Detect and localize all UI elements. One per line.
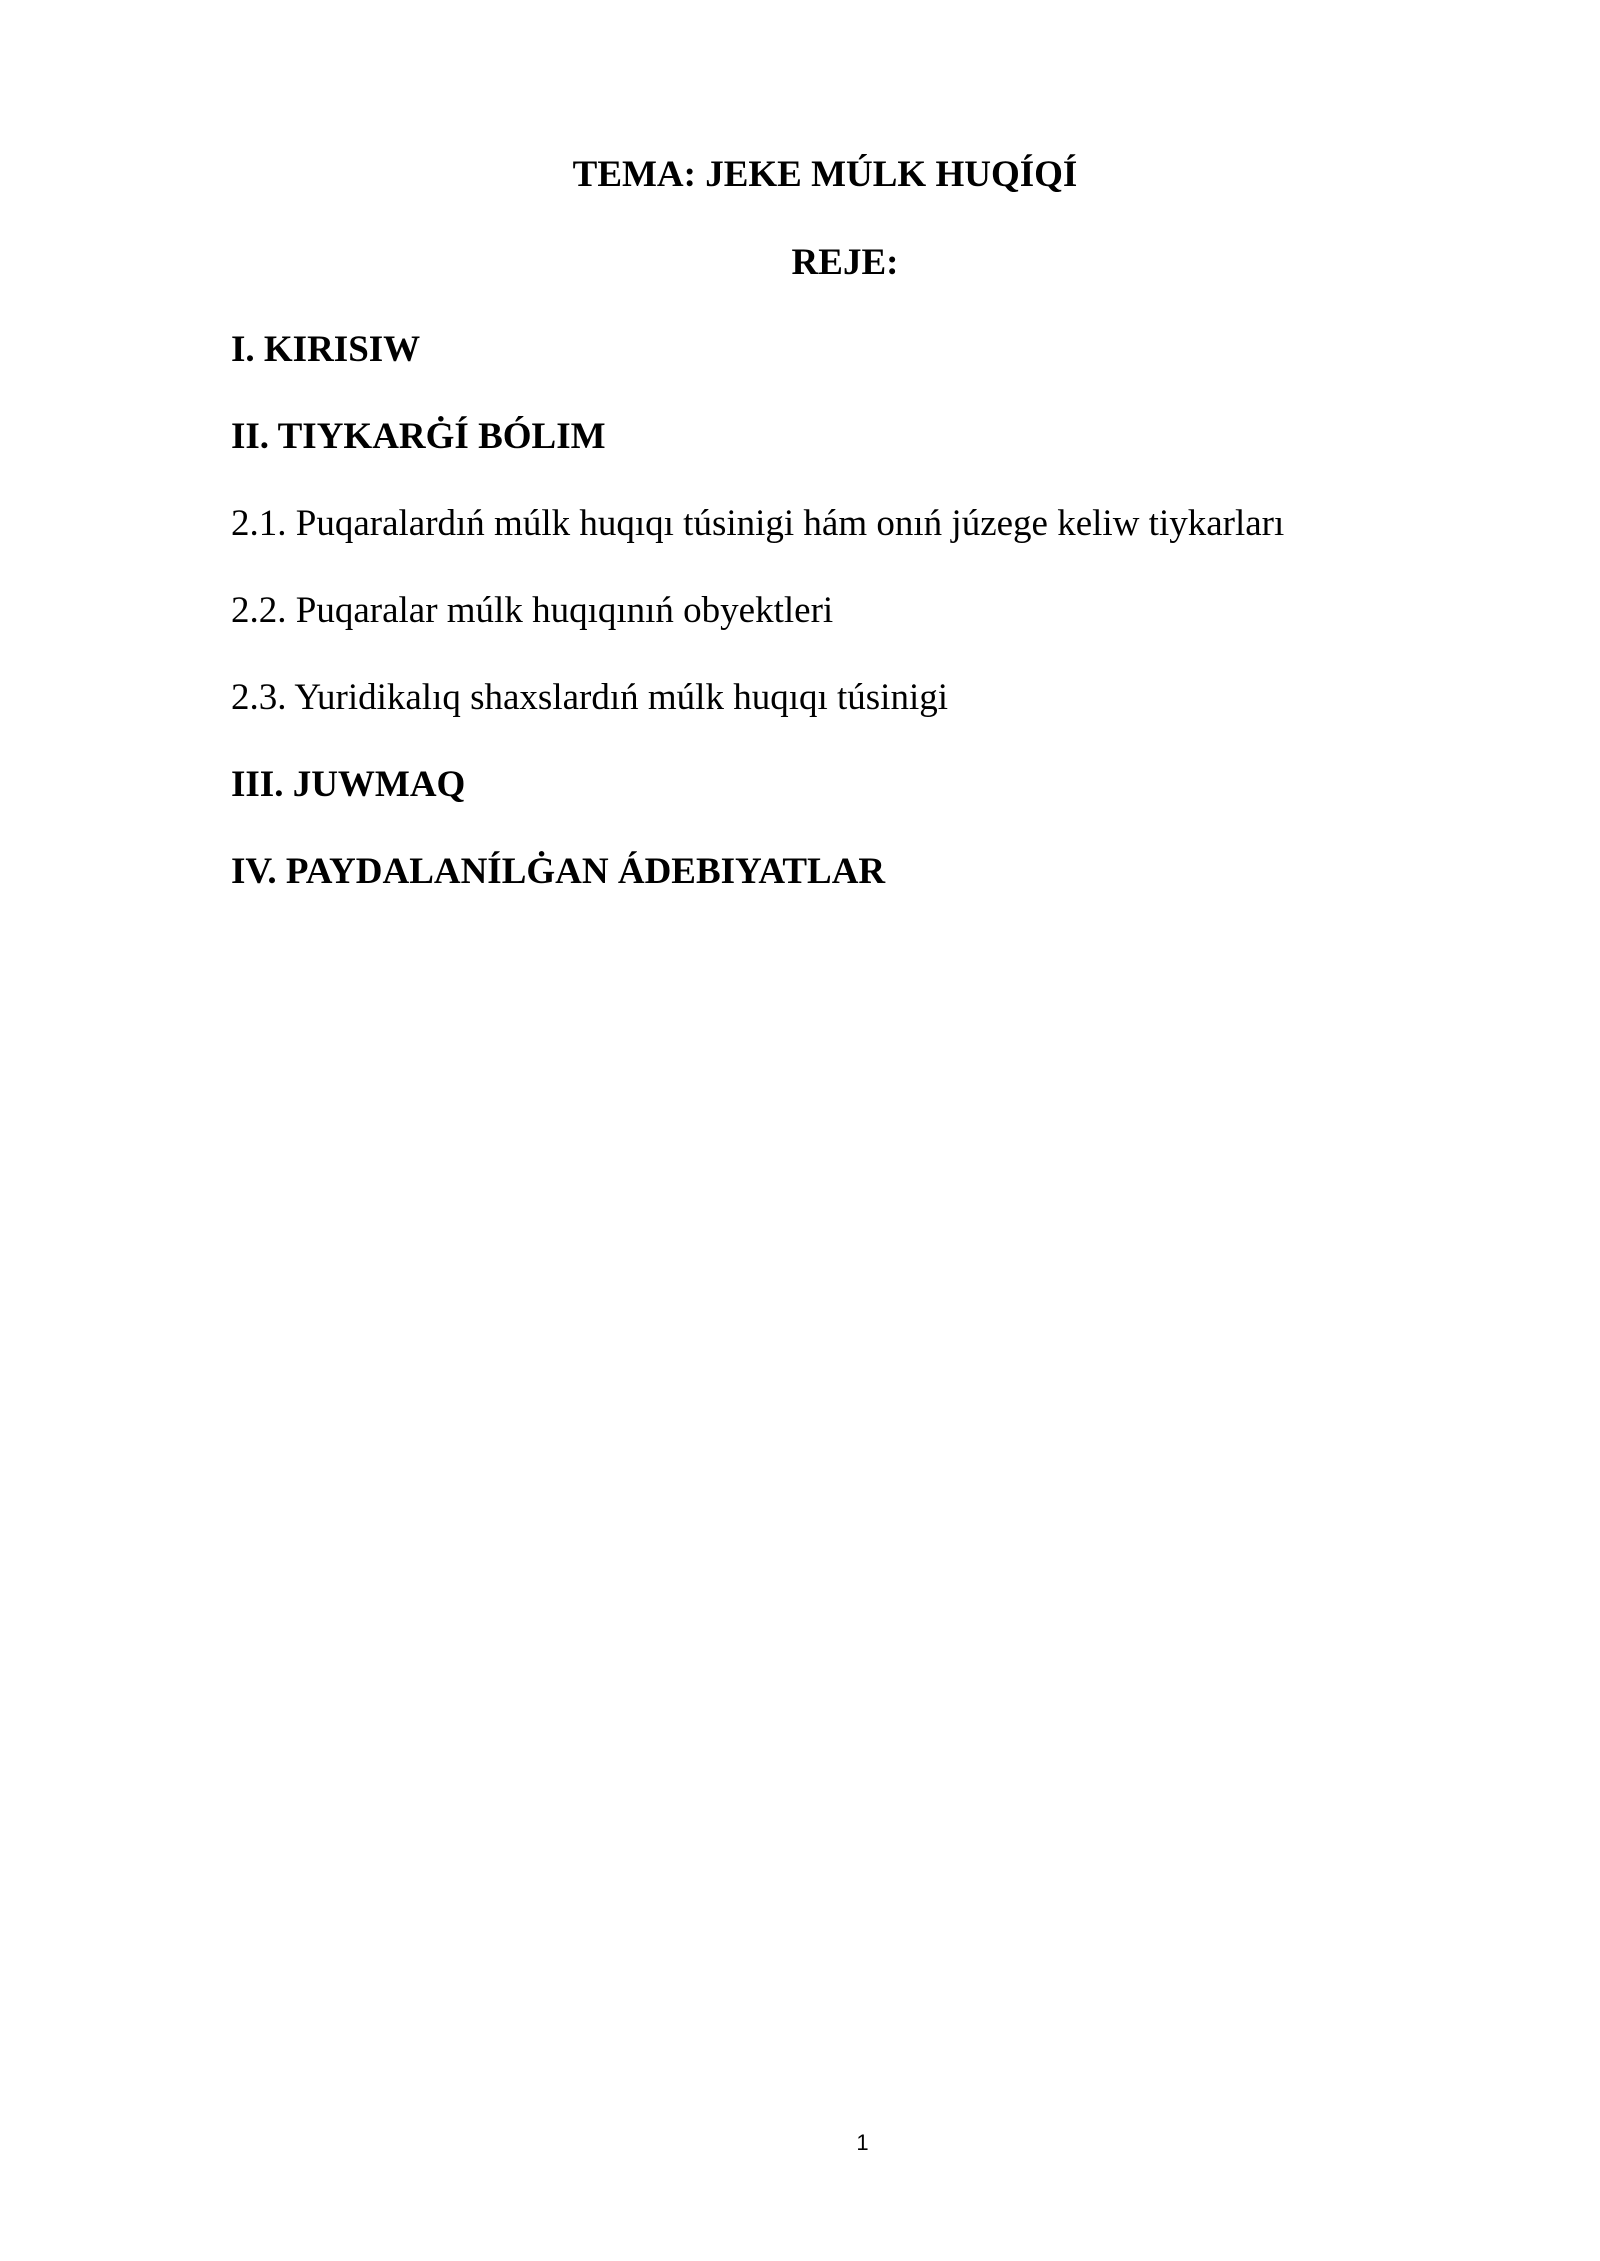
table-of-contents bbox=[231, 325, 1284, 934]
plan-heading: REJE: bbox=[791, 242, 899, 283]
toc-item-conclusion: III. JUWMAQ bbox=[231, 764, 466, 805]
toc-item-introduction: I. KIRISIW bbox=[231, 329, 421, 370]
document-title: TEMA: JEKE MÚLK HUQÍQÍ bbox=[572, 154, 1078, 195]
toc-item-2-1: 2.1. Puqaralardıń múlk huqıqı túsinigi hám onıń júzege keliw tiykarları bbox=[231, 503, 1285, 544]
toc-item-2-3: 2.3. Yuridikalıq shaxslardıń múlk huqıqı túsinigi bbox=[231, 677, 949, 718]
toc-item-main-part: II. TIYKARĠÍ BÓLIM bbox=[231, 416, 606, 457]
toc-item-2-2: 2.2. Puqaralar múlk huqıqınıń obyektleri bbox=[231, 590, 834, 631]
page-number: 1 bbox=[856, 2130, 869, 2155]
toc-item-references: IV. PAYDALANÍLĠAN ÁDEBIYATLAR bbox=[231, 851, 886, 892]
